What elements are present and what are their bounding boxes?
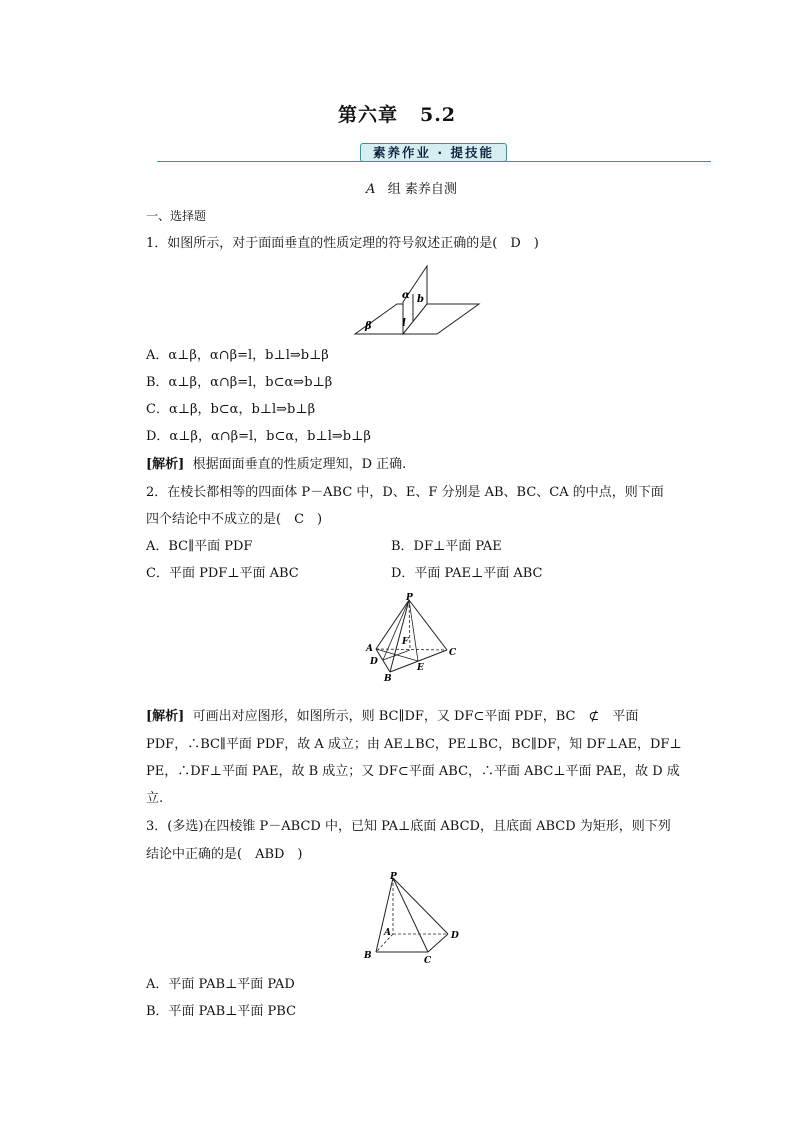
q1-label-b: b xyxy=(417,294,424,305)
q3-stem-line1: 3．(多选)在四棱锥 P－ABCD 中，已知 PA⊥底面 ABCD，且底面 ABCD 为矩形，则下列 xyxy=(146,819,671,834)
q3-label-d: D xyxy=(451,931,459,941)
q2-stem-line2: 四个结论中不成立的是( C ) xyxy=(146,512,323,527)
q1-analysis-text: 根据面面垂直的性质定理知，D 正确. xyxy=(192,457,407,472)
section-heading: 一、选择题 xyxy=(146,209,207,223)
group-label: 组 素养自测 xyxy=(387,182,457,197)
q2-label-e: E xyxy=(417,663,424,673)
q3-stem-line2: 结论中正确的是( ABD ) xyxy=(146,847,303,862)
q2-label-d: D xyxy=(370,657,378,667)
q1-label-beta: β xyxy=(365,321,372,332)
q2-label-b: B xyxy=(384,674,392,684)
q2-analysis-line2: PDF，∴BC∥平面 PDF，故 A 成立；由 AE⊥BC，PE⊥BC，BC∥DF，知 DF⊥AE，DF⊥ xyxy=(146,737,682,752)
q1-analysis-tag: [解析] xyxy=(146,457,185,472)
q2-option-c: C．平面 PDF⊥平面 ABC xyxy=(146,566,299,581)
q3-option-a: A．平面 PAB⊥平面 PAD xyxy=(146,977,295,992)
group-heading xyxy=(366,182,457,198)
q2-option-b: B．DF⊥平面 PAE xyxy=(391,539,502,554)
q2-analysis-tag: [解析] xyxy=(146,709,185,724)
q3-label-p: P xyxy=(390,872,397,882)
q1-figure xyxy=(347,262,487,344)
q3-label-a: A xyxy=(384,928,391,938)
q1-option-a: A．α⊥β，α∩β=l，b⊥l⇒b⊥β xyxy=(146,348,329,363)
section-number: 5.2 xyxy=(419,104,457,126)
q1-label-l: l xyxy=(402,318,406,329)
q1-stem: 1．如图所示，对于面面垂直的性质定理的符号叙述正确的是( D ) xyxy=(146,236,539,251)
q2-label-p: P xyxy=(406,593,413,603)
q2-label-f: F xyxy=(402,637,409,647)
page-title xyxy=(0,100,794,127)
q2-analysis-line1 xyxy=(146,709,638,725)
banner-badge: 素养作业 · 提技能 xyxy=(360,143,507,162)
q1-option-d: D．α⊥β，α∩β=l，b⊂α，b⊥l⇒b⊥β xyxy=(146,429,371,444)
q3-option-b: B．平面 PAB⊥平面 PBC xyxy=(146,1004,297,1019)
group-letter: A xyxy=(366,182,376,197)
q2-label-a: A xyxy=(366,644,373,654)
q2-analysis-line3: PE，∴DF⊥平面 PAE，故 B 成立；又 DF⊂平面 ABC，∴平面 ABC⊥平面 PAE，故 D 成 xyxy=(146,764,680,779)
q2-label-c: C xyxy=(449,648,457,658)
q2-figure xyxy=(362,592,462,684)
q1-option-c: C．α⊥β，b⊂α，b⊥l⇒b⊥β xyxy=(146,402,316,417)
q2-analysis-text1: 可画出对应图形，如图所示，则 BC∥DF，又 DF⊂平面 PDF，BC ⊄ 平面 xyxy=(192,709,639,724)
q1-label-alpha: α xyxy=(402,290,410,301)
q2-stem-line1: 2．在棱长都相等的四面体 P－ABC 中，D、E、F 分别是 AB、BC、CA 的中点，则下面 xyxy=(146,485,664,500)
q3-figure xyxy=(356,870,466,966)
q1-option-b: B．α⊥β，α∩β=l，b⊂α⇒b⊥β xyxy=(146,375,333,390)
q3-label-c: C xyxy=(424,956,432,966)
q3-label-b: B xyxy=(364,951,372,961)
chapter-label: 第六章 xyxy=(337,104,398,126)
q2-option-d: D．平面 PAE⊥平面 ABC xyxy=(391,566,543,581)
q1-analysis xyxy=(146,457,406,473)
q2-option-a: A．BC∥平面 PDF xyxy=(146,539,253,554)
q2-analysis-line4: 立. xyxy=(146,791,164,806)
